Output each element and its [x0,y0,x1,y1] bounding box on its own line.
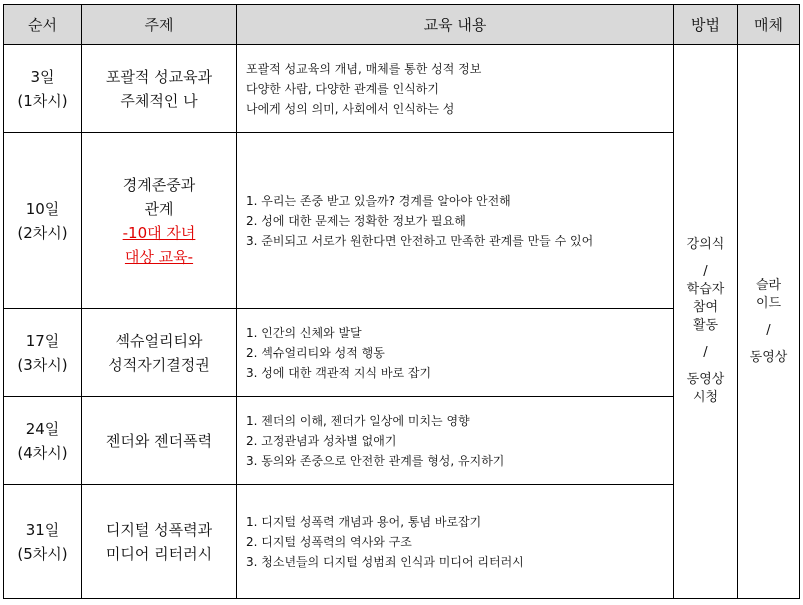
media-separator: / [766,322,771,338]
content-item: 나에게 성의 의미, 사회에서 인식하는 성 [246,101,455,116]
seq-day: 24일 [25,419,60,438]
topic-cell [82,45,237,133]
topic-note: 대상 교육- [124,247,194,266]
content-item: 다양한 사람, 다양한 관계를 인식하기 [246,81,439,96]
content-cell [237,309,674,397]
media-video: 동영상 [749,349,788,365]
topic-cell [82,397,237,485]
topic-line: 성적자기결정권 [108,355,210,374]
topic-line: 경계존중과 [122,175,196,194]
seq-session: (4차시) [17,443,68,462]
topic-cell [82,133,237,309]
header-topic: 주제 [82,5,237,45]
topic-line: 디지털 성폭력과 [105,520,213,539]
method-video: 동영상 [686,372,725,387]
header-row [4,5,800,45]
seq-cell [4,45,82,133]
seq-day: 10일 [25,199,60,218]
topic-line: 포괄적 성교육과 [105,67,213,86]
content-item: 1. 우리는 존중 받고 있을까? 경계를 알아야 안전해 [246,193,511,208]
content-item: 1. 인간의 신체와 발달 [246,325,362,340]
content-item: 2. 성에 대한 문제는 정확한 정보가 필요해 [246,213,466,228]
method-lecture: 강의식 [686,237,725,252]
media-slide: 이드 [755,295,782,311]
topic-cell [82,485,237,599]
method-separator: / [703,345,708,360]
table-row [4,45,800,133]
topic-cell [82,309,237,397]
header-media: 매체 [738,5,800,45]
topic-note: -10대 자녀 [122,223,196,242]
seq-session: (1차시) [17,91,68,110]
content-cell [237,133,674,309]
topic-line: 섹슈얼리티와 [115,331,203,350]
media-slide: 슬라 [755,277,782,293]
seq-day: 17일 [25,331,60,350]
content-item: 1. 젠더의 이해, 젠더가 일상에 미치는 영향 [246,413,470,428]
method-separator: / [703,264,708,279]
header-method: 방법 [674,5,738,45]
seq-day: 31일 [25,520,60,539]
content-item: 포괄적 성교육의 개념, 매체를 통한 성적 정보 [246,61,482,76]
topic-line: 주체적인 나 [120,91,198,110]
seq-session: (5차시) [17,544,68,563]
content-item: 2. 고정관념과 성차별 없애기 [246,433,397,448]
media-cell [738,45,800,599]
seq-day: 3일 [30,67,55,86]
seq-session: (2차시) [17,223,68,242]
seq-session: (3차시) [17,355,68,374]
seq-cell [4,133,82,309]
topic-line: 젠더와 젠더폭력 [105,431,213,450]
seq-cell [4,309,82,397]
content-cell [237,485,674,599]
content-item: 2. 디지털 성폭력의 역사와 구조 [246,534,412,549]
header-content: 교육 내용 [237,5,674,45]
content-item: 1. 디지털 성폭력 개념과 용어, 통념 바로잡기 [246,514,482,529]
method-participation: 참여 [692,300,719,315]
content-cell [237,397,674,485]
method-participation: 학습자 [686,282,725,297]
method-cell [674,45,738,599]
method-video: 시청 [692,390,719,405]
seq-cell [4,485,82,599]
content-item: 3. 동의와 존중으로 안전한 관계를 형성, 유지하기 [246,453,505,468]
header-seq: 순서 [4,5,82,45]
topic-line: 관계 [144,199,174,218]
content-item: 3. 준비되고 서로가 원한다면 안전하고 만족한 관계를 만들 수 있어 [246,233,594,248]
content-item: 3. 성에 대한 객관적 지식 바로 잡기 [246,365,432,380]
curriculum-table [3,4,800,599]
content-item: 3. 청소년들의 디지털 성범죄 인식과 미디어 리터러시 [246,554,524,569]
seq-cell [4,397,82,485]
content-item: 2. 섹슈얼리티와 성적 행동 [246,345,385,360]
method-participation: 활동 [692,318,719,333]
content-cell [237,45,674,133]
topic-line: 미디어 리터러시 [105,544,213,563]
